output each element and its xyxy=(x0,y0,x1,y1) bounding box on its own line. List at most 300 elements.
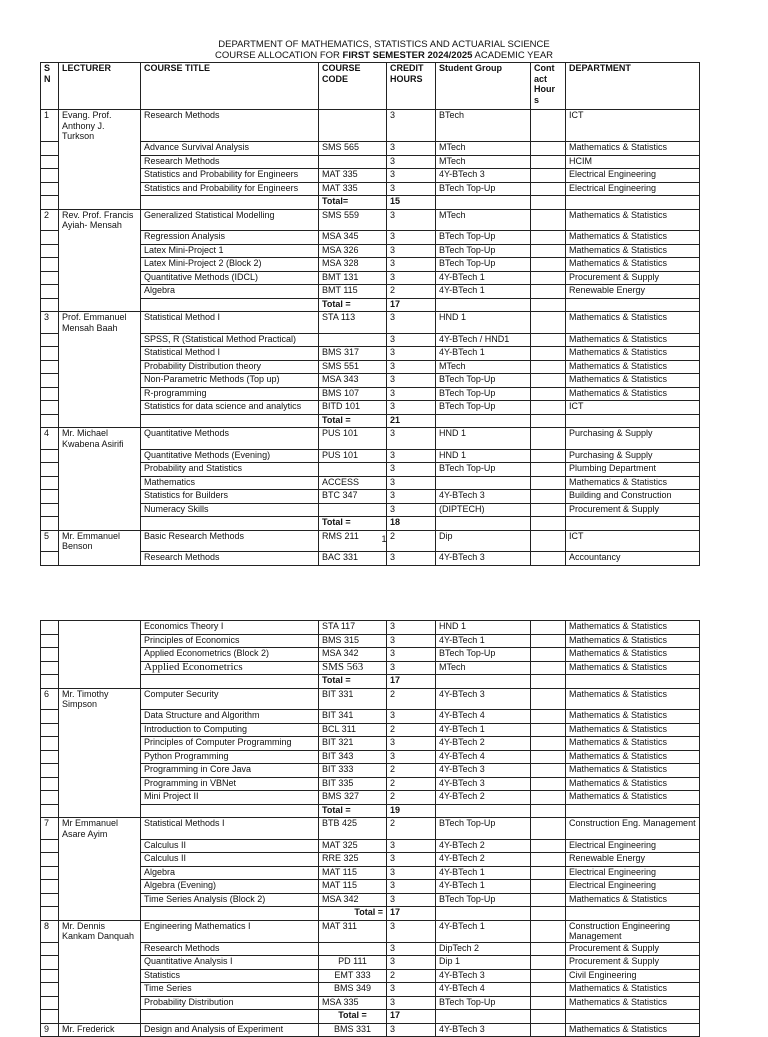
col-header-department: DEPARTMENT xyxy=(566,63,700,110)
cell-department: Mathematics & Statistics xyxy=(566,983,700,997)
cell-department: Renewable Energy xyxy=(566,285,700,299)
cell-credit-hours: 3 xyxy=(387,110,436,142)
cell-sn xyxy=(41,764,59,778)
cell-contact-hours xyxy=(531,182,566,196)
cell-lecturer xyxy=(59,196,141,210)
table-body-page-1 xyxy=(41,110,700,566)
cell-course-code: SMS 559 xyxy=(319,209,387,231)
cell-lecturer xyxy=(59,791,141,805)
cell-contact-hours xyxy=(531,285,566,299)
cell-sn xyxy=(41,648,59,662)
cell-department: Construction Eng. Management xyxy=(566,818,700,840)
cell-course-code: BIT 341 xyxy=(319,710,387,724)
cell-credit-hours: 3 xyxy=(387,983,436,997)
cell-department: Mathematics & Statistics xyxy=(566,209,700,231)
cell-contact-hours xyxy=(531,155,566,169)
cell-student-group: BTech Top-Up xyxy=(436,818,531,840)
cell-department: Mathematics & Statistics xyxy=(566,723,700,737)
table-row xyxy=(41,142,700,156)
cell-student-group: BTech Top-Up xyxy=(436,258,531,272)
col-header-sn: S N xyxy=(41,63,59,110)
cell-student-group: Dip xyxy=(436,530,531,552)
cell-lecturer xyxy=(59,621,141,635)
cell-contact-hours xyxy=(531,866,566,880)
cell-course-code: PUS 101 xyxy=(319,449,387,463)
cell-student-group xyxy=(436,1010,531,1024)
cell-contact-hours xyxy=(531,764,566,778)
cell-sn xyxy=(41,634,59,648)
table-row xyxy=(41,490,700,504)
cell-sn xyxy=(41,710,59,724)
cell-credit-hours: 3 xyxy=(387,476,436,490)
cell-student-group: 4Y-BTech 1 xyxy=(436,347,531,361)
cell-lecturer xyxy=(59,764,141,778)
cell-course-title: Calculus II xyxy=(141,853,319,867)
cell-course-code: MAT 335 xyxy=(319,169,387,183)
cell-credit-hours: 19 xyxy=(387,804,436,818)
cell-student-group xyxy=(436,675,531,689)
cell-sn: 7 xyxy=(41,818,59,840)
cell-lecturer xyxy=(59,839,141,853)
cell-course-code: BIT 321 xyxy=(319,737,387,751)
cell-contact-hours xyxy=(531,969,566,983)
cell-student-group: BTech Top-Up xyxy=(436,463,531,477)
table-row xyxy=(41,1023,700,1037)
table-row xyxy=(41,401,700,415)
cell-course-code xyxy=(319,503,387,517)
cell-department: Procurement & Supply xyxy=(566,956,700,970)
cell-course-code: BMT 131 xyxy=(319,271,387,285)
cell-sn xyxy=(41,969,59,983)
cell-sn xyxy=(41,839,59,853)
cell-lecturer xyxy=(59,142,141,156)
cell-student-group: 4Y-BTech 3 xyxy=(436,688,531,710)
cell-contact-hours xyxy=(531,777,566,791)
table-row xyxy=(41,169,700,183)
cell-lecturer: Evang. Prof. Anthony J. Turkson xyxy=(59,110,141,142)
cell-course-code: Total = xyxy=(319,675,387,689)
cell-course-code xyxy=(319,942,387,956)
cell-department: Mathematics & Statistics xyxy=(566,777,700,791)
cell-sn xyxy=(41,804,59,818)
cell-lecturer xyxy=(59,182,141,196)
table-row xyxy=(41,710,700,724)
total-row xyxy=(41,517,700,531)
cell-course-title: Introduction to Computing xyxy=(141,723,319,737)
cell-course-title: Statistics and Probability for Engineers xyxy=(141,169,319,183)
cell-credit-hours: 3 xyxy=(387,866,436,880)
table-row xyxy=(41,209,700,231)
cell-course-title: Python Programming xyxy=(141,750,319,764)
cell-course-code: MAT 115 xyxy=(319,866,387,880)
cell-credit-hours: 3 xyxy=(387,258,436,272)
cell-lecturer xyxy=(59,648,141,662)
cell-credit-hours: 3 xyxy=(387,996,436,1010)
cell-contact-hours xyxy=(531,476,566,490)
cell-sn xyxy=(41,463,59,477)
cell-lecturer xyxy=(59,996,141,1010)
cell-sn xyxy=(41,737,59,751)
cell-student-group: 4Y-BTech 1 xyxy=(436,634,531,648)
cell-sn xyxy=(41,142,59,156)
cell-course-title: Research Methods xyxy=(141,110,319,142)
cell-course-code: BAC 331 xyxy=(319,552,387,566)
cell-credit-hours: 3 xyxy=(387,271,436,285)
cell-student-group: 4Y-BTech 3 xyxy=(436,777,531,791)
total-row xyxy=(41,907,700,921)
cell-contact-hours xyxy=(531,387,566,401)
cell-lecturer xyxy=(59,880,141,894)
table-row xyxy=(41,621,700,635)
cell-department xyxy=(566,196,700,210)
table-row xyxy=(41,155,700,169)
cell-credit-hours: 3 xyxy=(387,839,436,853)
cell-lecturer xyxy=(59,517,141,531)
cell-student-group: BTech Top-Up xyxy=(436,231,531,245)
cell-course-title xyxy=(141,804,319,818)
cell-student-group: 4Y-BTech 1 xyxy=(436,723,531,737)
table-row xyxy=(41,648,700,662)
cell-course-code: MSA 345 xyxy=(319,231,387,245)
cell-department: Procurement & Supply xyxy=(566,271,700,285)
cell-lecturer xyxy=(59,777,141,791)
cell-course-title: Statistical Methods I xyxy=(141,818,319,840)
cell-lecturer: Prof. Emmanuel Mensah Baah xyxy=(59,312,141,334)
table-row xyxy=(41,880,700,894)
table-row xyxy=(41,347,700,361)
total-row xyxy=(41,804,700,818)
table-row xyxy=(41,866,700,880)
cell-student-group: 4Y-BTech 4 xyxy=(436,983,531,997)
cell-department: Mathematics & Statistics xyxy=(566,1023,700,1037)
cell-department: Mathematics & Statistics xyxy=(566,374,700,388)
cell-sn: 2 xyxy=(41,209,59,231)
cell-course-title: Programming in VBNet xyxy=(141,777,319,791)
cell-credit-hours: 3 xyxy=(387,1023,436,1037)
cell-course-title: R-programming xyxy=(141,387,319,401)
cell-sn xyxy=(41,374,59,388)
cell-lecturer xyxy=(59,969,141,983)
cell-student-group xyxy=(436,298,531,312)
cell-credit-hours: 2 xyxy=(387,764,436,778)
cell-sn: 3 xyxy=(41,312,59,334)
cell-department: Building and Construction xyxy=(566,490,700,504)
cell-student-group: BTech Top-Up xyxy=(436,182,531,196)
cell-course-code: BMS 349 xyxy=(319,983,387,997)
cell-sn xyxy=(41,996,59,1010)
cell-credit-hours: 3 xyxy=(387,244,436,258)
cell-course-code: ACCESS xyxy=(319,476,387,490)
document-header xyxy=(0,39,768,61)
cell-student-group: 4Y-BTech 1 xyxy=(436,285,531,299)
cell-course-title xyxy=(141,196,319,210)
cell-department: Civil Engineering xyxy=(566,969,700,983)
cell-lecturer xyxy=(59,285,141,299)
table-row xyxy=(41,737,700,751)
cell-sn xyxy=(41,517,59,531)
cell-department: Electrical Engineering xyxy=(566,866,700,880)
cell-contact-hours xyxy=(531,996,566,1010)
cell-course-title: Design and Analysis of Experiment xyxy=(141,1023,319,1037)
table-row xyxy=(41,552,700,566)
cell-course-code: SMS 551 xyxy=(319,360,387,374)
cell-lecturer xyxy=(59,374,141,388)
table-row xyxy=(41,110,700,142)
cell-course-code: BMS 107 xyxy=(319,387,387,401)
cell-department: ICT xyxy=(566,110,700,142)
cell-credit-hours: 3 xyxy=(387,880,436,894)
cell-contact-hours xyxy=(531,209,566,231)
cell-student-group: 4Y-BTech 2 xyxy=(436,737,531,751)
cell-credit-hours: 3 xyxy=(387,648,436,662)
cell-course-title: Non-Parametric Methods (Top up) xyxy=(141,374,319,388)
cell-contact-hours xyxy=(531,737,566,751)
cell-lecturer xyxy=(59,853,141,867)
table-row xyxy=(41,333,700,347)
cell-lecturer xyxy=(59,737,141,751)
cell-course-title: Algebra xyxy=(141,285,319,299)
cell-sn xyxy=(41,853,59,867)
cell-contact-hours xyxy=(531,723,566,737)
cell-student-group: HND 1 xyxy=(436,621,531,635)
cell-course-code: BMS 327 xyxy=(319,791,387,805)
cell-sn xyxy=(41,983,59,997)
cell-course-code: RMS 211 xyxy=(319,530,387,552)
cell-credit-hours: 3 xyxy=(387,710,436,724)
cell-course-code: MSA 343 xyxy=(319,374,387,388)
cell-lecturer: Mr Emmanuel Asare Ayim xyxy=(59,818,141,840)
cell-department: ICT xyxy=(566,401,700,415)
cell-student-group: 4Y-BTech / HND1 xyxy=(436,333,531,347)
cell-student-group: BTech Top-Up xyxy=(436,244,531,258)
cell-department: Mathematics & Statistics xyxy=(566,737,700,751)
cell-student-group: BTech Top-Up xyxy=(436,893,531,907)
cell-sn: 6 xyxy=(41,688,59,710)
cell-student-group: 4Y-BTech 4 xyxy=(436,750,531,764)
cell-course-title: Probability and Statistics xyxy=(141,463,319,477)
table-row xyxy=(41,764,700,778)
cell-course-code xyxy=(319,463,387,477)
cell-student-group: 4Y-BTech 3 xyxy=(436,490,531,504)
cell-student-group: 4Y-BTech 1 xyxy=(436,866,531,880)
cell-contact-hours xyxy=(531,517,566,531)
cell-course-code: SMS 565 xyxy=(319,142,387,156)
cell-course-code: MAT 335 xyxy=(319,182,387,196)
cell-student-group xyxy=(436,804,531,818)
cell-student-group: 4Y-BTech 1 xyxy=(436,880,531,894)
cell-lecturer xyxy=(59,490,141,504)
cell-credit-hours: 21 xyxy=(387,414,436,428)
cell-lecturer: Mr. Michael Kwabena Asirifi xyxy=(59,428,141,450)
cell-course-code: BIT 331 xyxy=(319,688,387,710)
cell-course-code: EMT 333 xyxy=(319,969,387,983)
cell-lecturer xyxy=(59,463,141,477)
cell-course-title: Quantitative Methods (Evening) xyxy=(141,449,319,463)
cell-student-group: 4Y-BTech 3 xyxy=(436,552,531,566)
total-row xyxy=(41,196,700,210)
cell-sn: 8 xyxy=(41,920,59,942)
table-row xyxy=(41,387,700,401)
cell-sn xyxy=(41,893,59,907)
cell-department: Mathematics & Statistics xyxy=(566,621,700,635)
cell-lecturer xyxy=(59,661,141,675)
cell-student-group: 4Y-BTech 4 xyxy=(436,710,531,724)
cell-lecturer xyxy=(59,723,141,737)
cell-department: Accountancy xyxy=(566,552,700,566)
cell-student-group: HND 1 xyxy=(436,312,531,334)
cell-lecturer xyxy=(59,1010,141,1024)
cell-credit-hours: 3 xyxy=(387,942,436,956)
cell-credit-hours: 3 xyxy=(387,621,436,635)
cell-course-code: BMS 317 xyxy=(319,347,387,361)
cell-contact-hours xyxy=(531,333,566,347)
cell-lecturer xyxy=(59,942,141,956)
cell-credit-hours: 3 xyxy=(387,155,436,169)
cell-contact-hours xyxy=(531,503,566,517)
allocation-title-semester: FIRST SEMESTER 2024/2025 xyxy=(342,50,473,61)
cell-contact-hours xyxy=(531,347,566,361)
cell-lecturer xyxy=(59,804,141,818)
cell-sn xyxy=(41,661,59,675)
cell-lecturer xyxy=(59,675,141,689)
cell-department: Mathematics & Statistics xyxy=(566,996,700,1010)
cell-department: Procurement & Supply xyxy=(566,942,700,956)
cell-lecturer: Mr. Frederick xyxy=(59,1023,141,1037)
cell-course-title: Applied Econometrics xyxy=(141,661,319,675)
table-row xyxy=(41,271,700,285)
table-row xyxy=(41,777,700,791)
cell-student-group: MTech xyxy=(436,661,531,675)
cell-course-code: MAT 115 xyxy=(319,880,387,894)
cell-contact-hours xyxy=(531,853,566,867)
table-row xyxy=(41,942,700,956)
cell-lecturer xyxy=(59,750,141,764)
cell-sn xyxy=(41,866,59,880)
cell-credit-hours: 3 xyxy=(387,449,436,463)
cell-course-title: Time Series Analysis (Block 2) xyxy=(141,893,319,907)
cell-student-group: 4Y-BTech 3 xyxy=(436,1023,531,1037)
cell-sn xyxy=(41,880,59,894)
cell-contact-hours xyxy=(531,463,566,477)
cell-contact-hours xyxy=(531,414,566,428)
cell-lecturer xyxy=(59,258,141,272)
table-row xyxy=(41,839,700,853)
table-row xyxy=(41,312,700,334)
cell-department xyxy=(566,414,700,428)
cell-credit-hours: 3 xyxy=(387,853,436,867)
cell-course-code xyxy=(319,110,387,142)
cell-lecturer xyxy=(59,169,141,183)
cell-sn xyxy=(41,333,59,347)
cell-department: Purchasing & Supply xyxy=(566,449,700,463)
cell-department: Renewable Energy xyxy=(566,853,700,867)
cell-course-title xyxy=(141,517,319,531)
allocation-title xyxy=(0,50,768,61)
cell-course-code: Total = xyxy=(319,1010,387,1024)
cell-credit-hours: 17 xyxy=(387,1010,436,1024)
cell-contact-hours xyxy=(531,552,566,566)
cell-course-code: BMT 115 xyxy=(319,285,387,299)
table-row xyxy=(41,956,700,970)
col-header-credit-hours: CREDIT HOURS xyxy=(387,63,436,110)
table-row xyxy=(41,969,700,983)
cell-lecturer xyxy=(59,634,141,648)
cell-contact-hours xyxy=(531,818,566,840)
cell-sn xyxy=(41,552,59,566)
cell-contact-hours xyxy=(531,648,566,662)
cell-contact-hours xyxy=(531,942,566,956)
cell-lecturer xyxy=(59,155,141,169)
department-title: DEPARTMENT OF MATHEMATICS, STATISTICS AND ACTUARIAL SCIENCE xyxy=(218,39,550,50)
cell-department: Mathematics & Statistics xyxy=(566,347,700,361)
cell-course-title: Numeracy Skills xyxy=(141,503,319,517)
table-row xyxy=(41,750,700,764)
cell-sn xyxy=(41,675,59,689)
cell-course-code: RRE 325 xyxy=(319,853,387,867)
total-row xyxy=(41,1010,700,1024)
cell-department xyxy=(566,1010,700,1024)
cell-contact-hours xyxy=(531,374,566,388)
cell-sn xyxy=(41,414,59,428)
cell-department: Mathematics & Statistics xyxy=(566,333,700,347)
cell-course-title: Algebra xyxy=(141,866,319,880)
cell-sn xyxy=(41,169,59,183)
cell-course-code: STA 117 xyxy=(319,621,387,635)
cell-course-title: Engineering Mathematics I xyxy=(141,920,319,942)
cell-sn xyxy=(41,476,59,490)
cell-sn xyxy=(41,777,59,791)
cell-credit-hours: 3 xyxy=(387,661,436,675)
cell-contact-hours xyxy=(531,196,566,210)
col-header-contact-hours: Cont act Hour s xyxy=(531,63,566,110)
cell-department: Plumbing Department xyxy=(566,463,700,477)
allocation-title-prefix: COURSE ALLOCATION FOR xyxy=(214,50,343,61)
table-row xyxy=(41,360,700,374)
cell-course-title: Programming in Core Java xyxy=(141,764,319,778)
cell-contact-hours xyxy=(531,142,566,156)
cell-department: Mathematics & Statistics xyxy=(566,476,700,490)
table-row xyxy=(41,476,700,490)
cell-department: Electrical Engineering xyxy=(566,169,700,183)
cell-department: Mathematics & Statistics xyxy=(566,387,700,401)
table-row xyxy=(41,818,700,840)
cell-student-group: HND 1 xyxy=(436,449,531,463)
cell-course-title: Mini Project II xyxy=(141,791,319,805)
cell-credit-hours: 3 xyxy=(387,503,436,517)
cell-contact-hours xyxy=(531,401,566,415)
cell-course-title: Research Methods xyxy=(141,552,319,566)
cell-credit-hours: 3 xyxy=(387,231,436,245)
cell-student-group: MTech xyxy=(436,155,531,169)
cell-course-code: Total= xyxy=(319,196,387,210)
cell-sn xyxy=(41,907,59,921)
cell-contact-hours xyxy=(531,110,566,142)
cell-contact-hours xyxy=(531,169,566,183)
cell-course-title: Statistical Method I xyxy=(141,347,319,361)
cell-contact-hours xyxy=(531,661,566,675)
cell-department: Mathematics & Statistics xyxy=(566,231,700,245)
cell-department: Mathematics & Statistics xyxy=(566,791,700,805)
cell-department xyxy=(566,907,700,921)
cell-contact-hours xyxy=(531,312,566,334)
cell-lecturer xyxy=(59,503,141,517)
cell-student-group: BTech Top-Up xyxy=(436,648,531,662)
cell-contact-hours xyxy=(531,675,566,689)
cell-student-group: BTech Top-Up xyxy=(436,996,531,1010)
cell-lecturer xyxy=(59,983,141,997)
cell-course-title: Algebra (Evening) xyxy=(141,880,319,894)
cell-credit-hours: 3 xyxy=(387,401,436,415)
